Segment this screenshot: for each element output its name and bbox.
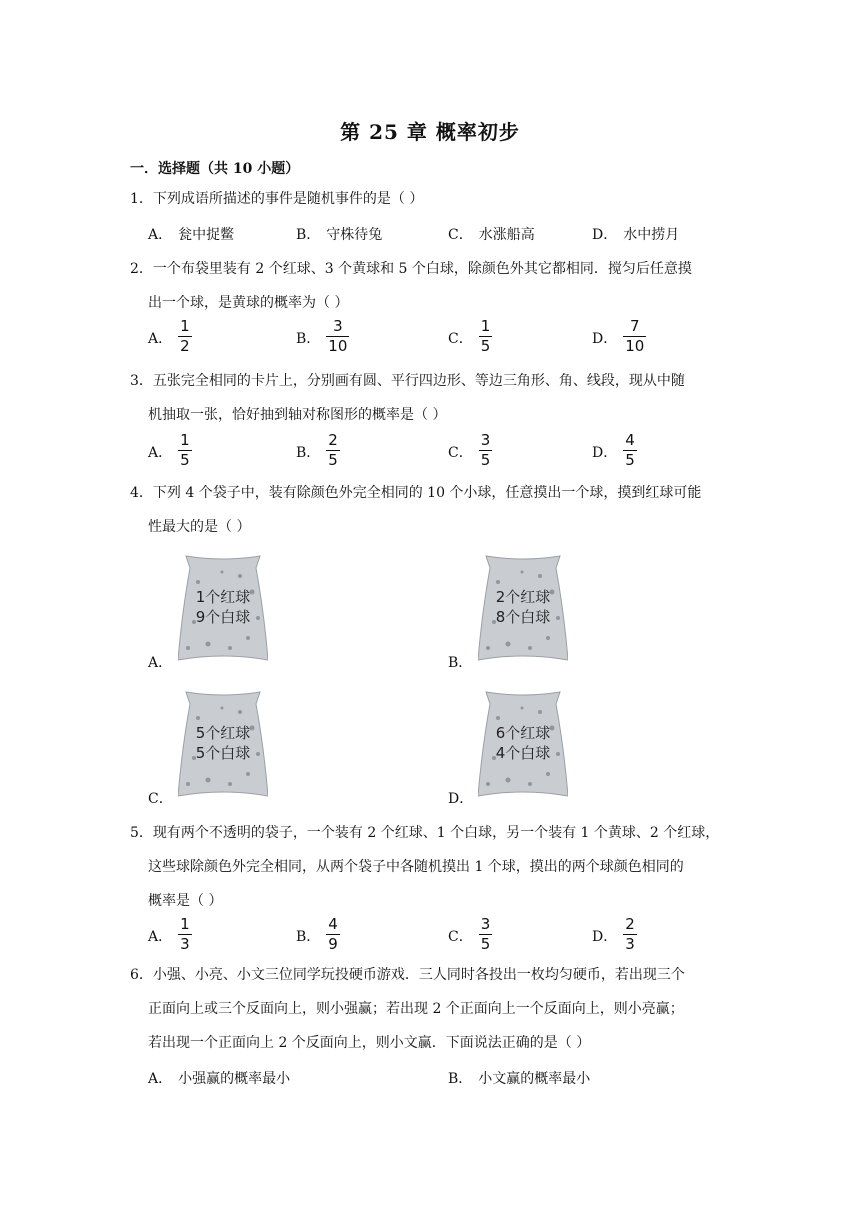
question-5-option-c[interactable]: C． $\frac{3}{5}$: [448, 915, 491, 953]
question-5: [130, 816, 736, 918]
fraction: $\frac{1}{3}$: [180, 915, 190, 953]
question-1-options: [148, 218, 748, 252]
page-title: 第 25 章 概率初步: [340, 120, 520, 144]
option-label: A．: [148, 655, 173, 671]
question-3-line-2: 机抽取一张，恰好抽到轴对称图形的概率是（ ）: [148, 407, 447, 423]
question-2-line-2: 出一个球，是黄球的概率为（ ）: [148, 295, 349, 311]
question-5-line-1: 5．现有两个不透明的袋子，一个装有 2 个红球、1 个白球，另一个装有 1 个黄球、2 个红球，: [130, 825, 720, 841]
bag-image: [178, 688, 268, 798]
question-6-line-3: 若出现一个正面向上 2 个反面向上，则小文赢．下面说法正确的是（ ）: [148, 1035, 591, 1051]
option-label: B．: [448, 655, 473, 671]
question-3-option-b[interactable]: B． $\frac{2}{5}$: [296, 431, 338, 469]
bag-white-count: 8个白球: [495, 608, 551, 626]
fraction: $\frac{1}{5}$: [480, 317, 491, 355]
question-4: [130, 476, 736, 544]
question-1-option-d[interactable]: D． 水中捞月: [592, 227, 680, 243]
fraction: $\frac{4}{9}$: [328, 915, 338, 953]
question-3-line-1: 3．五张完全相同的卡片上，分别画有圆、平行四边形、等边三角形、角、线段，现从中随: [130, 373, 685, 389]
question-2-option-c[interactable]: C． $\frac{1}{5}$: [448, 317, 491, 355]
question-2-option-b[interactable]: B． $\frac{3}{10}$: [296, 317, 348, 355]
question-6: [130, 958, 736, 1060]
bag-image: [478, 688, 568, 798]
question-5-option-d[interactable]: D． $\frac{2}{3}$: [592, 915, 635, 953]
question-6-line-1: 6．小强、小亮、小文三位同学玩投硬币游戏．三人同时各投出一枚均匀硬币，若出现三个: [130, 967, 685, 983]
fraction: $\frac{3}{5}$: [480, 915, 491, 953]
question-2-option-d[interactable]: D． $\frac{7}{10}$: [592, 317, 645, 355]
question-4-option-c[interactable]: [148, 684, 348, 810]
question-3: [130, 364, 736, 432]
fraction: $\frac{1}{2}$: [180, 317, 190, 355]
bag-white-count: 5个白球: [195, 744, 251, 762]
question-2: [130, 252, 736, 320]
question-5-line-3: 概率是（ ）: [148, 893, 223, 909]
question-4-option-b[interactable]: [448, 548, 648, 674]
question-1-line-1: 1．下列成语所描述的事件是随机事件的是（ ）: [130, 191, 424, 207]
bag-image: [478, 552, 568, 662]
question-1-option-a[interactable]: A． 瓮中捉鳖: [148, 227, 235, 243]
question-3-option-d[interactable]: D． $\frac{4}{5}$: [592, 431, 635, 469]
question-6-option-a[interactable]: A． 小强赢的概率最小: [148, 1071, 291, 1087]
fraction: $\frac{2}{5}$: [328, 431, 338, 469]
fraction: $\frac{4}{5}$: [625, 431, 635, 469]
question-2-option-a[interactable]: A． $\frac{1}{2}$: [148, 317, 190, 355]
fraction: $\frac{3}{10}$: [328, 317, 348, 355]
section-heading: 一．选择题（共 10 小题）: [130, 161, 300, 177]
question-1-option-b[interactable]: B． 守株待兔: [296, 227, 383, 243]
question-4-line-1: 4．下列 4 个袋子中，装有除颜色外完全相同的 10 个小球，任意摸出一个球，摸到红球可能: [130, 485, 702, 501]
question-6-option-b[interactable]: B． 小文赢的概率最小: [448, 1071, 591, 1087]
question-5-line-2: 这些球除颜色外完全相同，从两个袋子中各随机摸出 1 个球，摸出的两个球颜色相同的: [148, 859, 684, 875]
bag-red-count: 2个红球: [495, 588, 551, 606]
question-4-option-d[interactable]: [448, 684, 648, 810]
question-1: [130, 182, 736, 216]
bag-white-count: 4个白球: [495, 744, 551, 762]
bag-red-count: 6个红球: [495, 724, 551, 742]
question-4-option-a[interactable]: [148, 548, 348, 674]
bag-red-count: 1个红球: [195, 588, 251, 606]
bag-white-count: 9个白球: [195, 608, 251, 626]
question-5-options: [148, 915, 748, 954]
question-6-line-2: 正面向上或三个反面向上，则小强赢；若出现 2 个正面向上一个反面向上，则小亮赢；: [148, 1001, 684, 1017]
fraction: $\frac{2}{3}$: [625, 915, 635, 953]
question-4-line-2: 性最大的是（ ）: [148, 519, 251, 535]
question-5-option-b[interactable]: B． $\frac{4}{9}$: [296, 915, 338, 953]
question-1-option-c[interactable]: C． 水涨船高: [448, 227, 535, 243]
question-2-line-1: 2．一个布袋里装有 2 个红球、3 个黄球和 5 个白球，除颜色外其它都相同．搅匀后任意摸: [130, 261, 692, 277]
bag-red-count: 5个红球: [195, 724, 251, 742]
question-3-options: [148, 431, 748, 470]
question-5-option-a[interactable]: A． $\frac{1}{3}$: [148, 915, 190, 953]
option-label: C．: [148, 791, 173, 807]
question-6-options: [148, 1062, 748, 1096]
question-3-option-a[interactable]: A． $\frac{1}{5}$: [148, 431, 190, 469]
fraction: $\frac{1}{5}$: [180, 431, 190, 469]
bag-image: [178, 552, 268, 662]
question-3-option-c[interactable]: C． $\frac{3}{5}$: [448, 431, 491, 469]
option-label: D．: [448, 791, 474, 807]
fraction: $\frac{7}{10}$: [625, 317, 645, 355]
question-2-options: [148, 317, 748, 356]
fraction: $\frac{3}{5}$: [480, 431, 491, 469]
